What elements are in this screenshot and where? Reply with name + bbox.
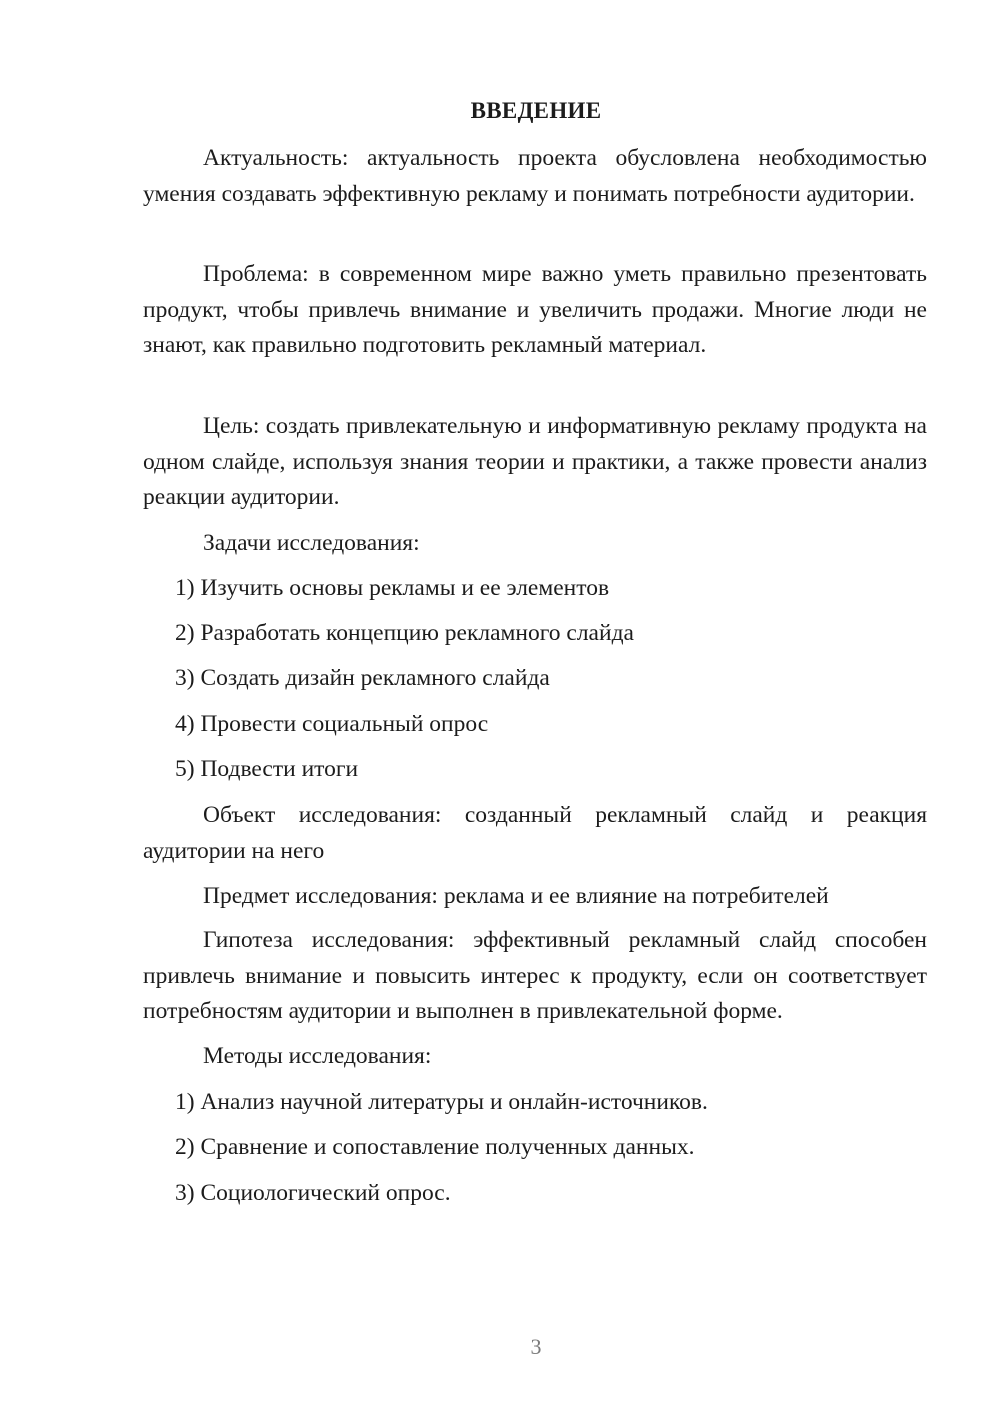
paragraph-goal: Цель: создать привлекательную и информативную рекламу продукта на одном слайде, используя знания теории и практики, а также провести анализ реакции аудитории.	[143, 413, 927, 511]
paragraph-subject: Предмет исследования: реклама и ее влияние на потребителей	[203, 883, 829, 909]
task-item-4: 4) Провести социальный опрос	[175, 711, 489, 737]
methods-title: Методы исследования:	[203, 1043, 432, 1069]
method-item-3: 3) Социологический опрос.	[175, 1180, 451, 1206]
page-number: 3	[530, 1334, 542, 1359]
section-heading: ВВЕДЕНИЕ	[470, 98, 602, 123]
tasks-title: Задачи исследования:	[203, 530, 420, 556]
paragraph-relevance: Актуальность: актуальность проекта обусловлена необходимостью умения создавать эффективную рекламу и понимать потребности аудитории.	[143, 145, 927, 207]
method-item-2: 2) Сравнение и сопоставление полученных данных.	[175, 1134, 695, 1160]
task-item-1: 1) Изучить основы рекламы и ее элементов	[175, 575, 610, 601]
task-item-3: 3) Создать дизайн рекламного слайда	[175, 665, 550, 691]
paragraph-object: Объект исследования: созданный рекламный слайд и реакция аудитории на него	[143, 802, 927, 864]
task-item-5: 5) Подвести итоги	[175, 756, 359, 782]
method-item-1: 1) Анализ научной литературы и онлайн-источников.	[175, 1089, 708, 1115]
task-item-2: 2) Разработать концепцию рекламного слайда	[175, 620, 634, 646]
paragraph-problem: Проблема: в современном мире важно уметь правильно презентовать продукт, чтобы привлечь внимание и увеличить продажи. Многие люди не знают, как правильно подготовить рекламный материал.	[143, 261, 927, 359]
paragraph-hypothesis: Гипотеза исследования: эффективный рекламный слайд способен привлечь внимание и повысить интерес к продукту, если он соответствует потребностям аудитории и выполнен в привлекательной форме.	[143, 927, 927, 1025]
